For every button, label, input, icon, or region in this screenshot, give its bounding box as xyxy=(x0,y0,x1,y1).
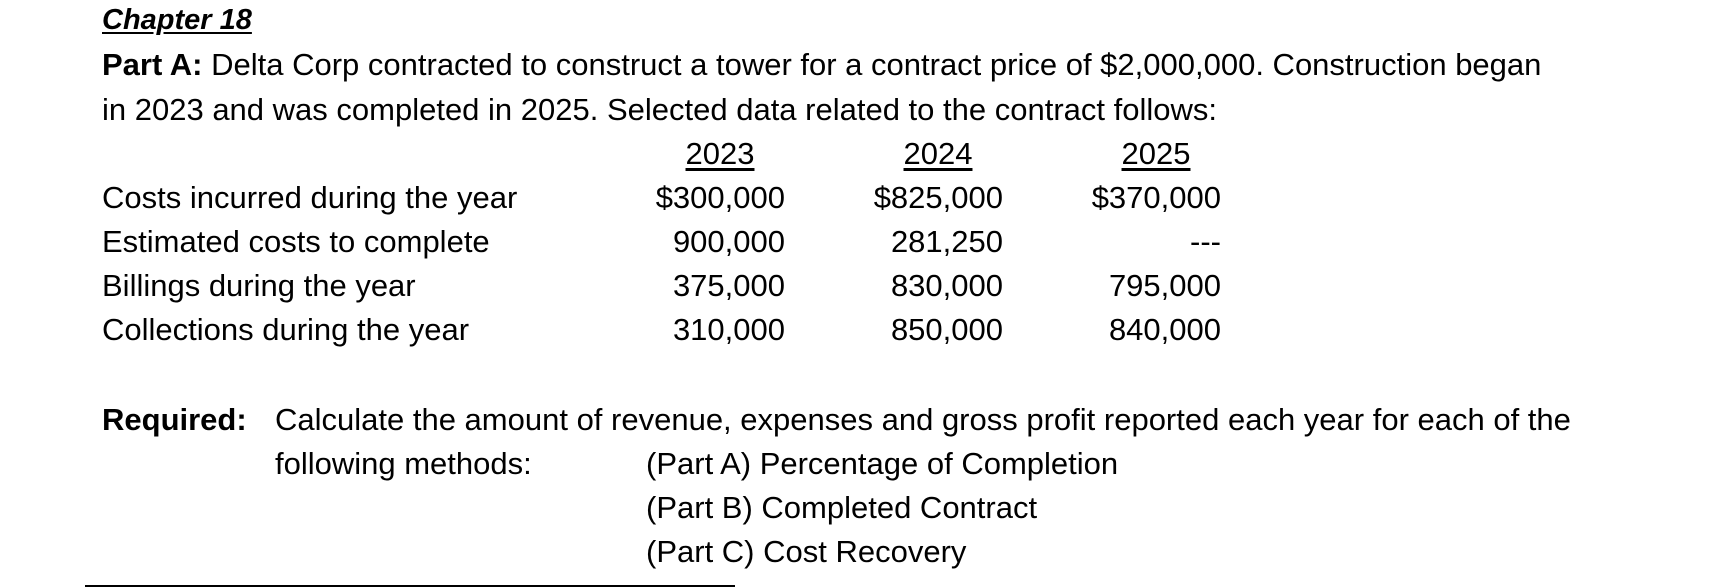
cell-billings-2025: 795,000 xyxy=(1108,268,1221,303)
cell-estimated-2023: 900,000 xyxy=(672,224,785,259)
year-header-2025: 2025 xyxy=(1121,136,1191,171)
cell-billings-2024: 830,000 xyxy=(890,268,1003,303)
method-cost-recovery: (Part C) Cost Recovery xyxy=(646,534,967,569)
part-a-line-2: in 2023 and was completed in 2025. Selected data related to the contract follows: xyxy=(102,92,1217,127)
method-completed-contract: (Part B) Completed Contract xyxy=(646,490,1038,525)
year-header-2024: 2024 xyxy=(903,136,973,171)
row-label-estimated-costs: Estimated costs to complete xyxy=(102,224,490,259)
row-label-costs-incurred: Costs incurred during the year xyxy=(102,180,518,215)
cell-estimated-2025: --- xyxy=(1190,224,1221,259)
cell-billings-2023: 375,000 xyxy=(672,268,785,303)
row-label-collections: Collections during the year xyxy=(102,312,470,347)
row-label-billings: Billings during the year xyxy=(102,268,416,303)
required-line-2: following methods: xyxy=(275,446,532,481)
part-a-text-1: Delta Corp contracted to construct a tower for a contract price of $2,000,000. Construction began xyxy=(211,47,1542,82)
cell-collections-2023: 310,000 xyxy=(672,312,785,347)
cell-costs-2023: $300,000 xyxy=(655,180,785,215)
part-a-label: Part A: xyxy=(102,47,203,82)
required-line-1: Calculate the amount of revenue, expenses and gross profit reported each year for each of the xyxy=(275,402,1571,437)
method-percentage-of-completion: (Part A) Percentage of Completion xyxy=(646,446,1119,481)
chapter-heading: Chapter 18 xyxy=(102,4,252,36)
part-a-line-1 xyxy=(102,47,1541,83)
required-label: Required: xyxy=(102,402,247,437)
cell-estimated-2024: 281,250 xyxy=(890,224,1003,259)
cell-collections-2024: 850,000 xyxy=(890,312,1003,347)
cell-costs-2025: $370,000 xyxy=(1091,180,1221,215)
cell-costs-2024: $825,000 xyxy=(873,180,1003,215)
cell-collections-2025: 840,000 xyxy=(1108,312,1221,347)
year-header-2023: 2023 xyxy=(685,136,755,171)
